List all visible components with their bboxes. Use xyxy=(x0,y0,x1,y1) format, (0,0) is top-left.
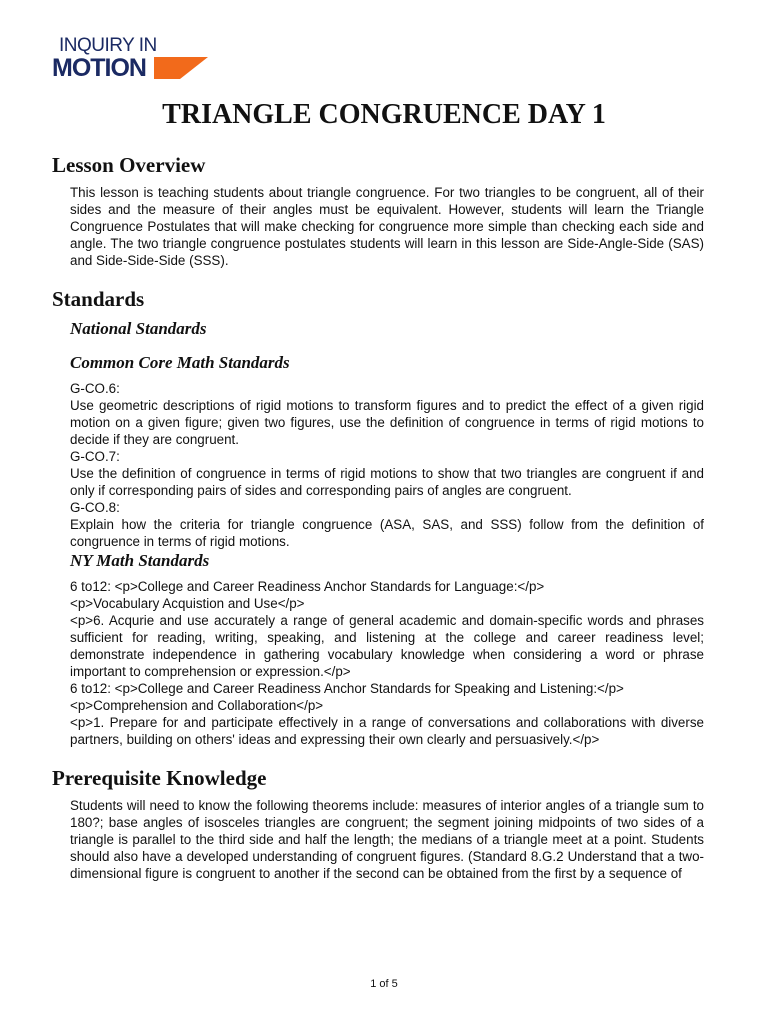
ny-standard-line: 6 to12: <p>College and Career Readiness Anchor Standards for Language:</p> xyxy=(70,579,545,594)
ny-standard-line: <p>Comprehension and Collaboration</p> xyxy=(70,698,324,713)
standard-code: G-CO.6: xyxy=(70,381,120,396)
national-standards-heading: National Standards xyxy=(70,319,207,338)
common-core-heading: Common Core Math Standards xyxy=(70,353,290,372)
ny-standard-line: <p>1. Prepare for and participate effectively in a range of conversations and collaborations with diverse partners, building on others' ideas and expressing their own clearly and persuasively.</p> xyxy=(70,715,704,747)
standard-code: G-CO.7: xyxy=(70,449,120,464)
standard-text: Use geometric descriptions of rigid motions to transform figures and to predict the effect of a given rigid motion on a given figure; given two figures, use the definition of congruence in terms of rigid motions to decide if they are congruent. xyxy=(70,398,704,447)
standard-code: G-CO.8: xyxy=(70,500,120,515)
prerequisite-knowledge-text: Students will need to know the following theorems include: measures of interior angles of a triangle sum to 180?; base angles of isosceles triangles are congruent; the segment joining midpoints of two sides of a triangle is parallel to the third side and half the length; the medians of a triangle meet at a point. Students should also have a developed understanding of congruent figures. (Standard 8.G.2 Understand that a two-dimensional figure is congruent to another if the second can be obtained from the first by a sequence of xyxy=(70,798,704,881)
logo-motion-bar xyxy=(50,55,208,80)
lesson-overview-heading: Lesson Overview xyxy=(52,153,206,177)
page-number: 1 of 5 xyxy=(370,978,398,990)
prerequisite-knowledge-heading: Prerequisite Knowledge xyxy=(52,766,267,790)
lesson-overview-text: This lesson is teaching students about triangle congruence. For two triangles to be congruent, all of their sides and the measure of their angles must be equivalent. However, students will learn the Triangle Congruence Postulates that will make checking for congruence more simple than checking each side and angle. The two triangle congruence postulates students will learn in this lesson are Side-Angle-Side (SAS) and Side-Side-Side (SSS). xyxy=(70,185,704,268)
standards-heading: Standards xyxy=(52,287,145,311)
logo-text-bottom: MOTION xyxy=(52,54,146,82)
page-title: TRIANGLE CONGRUENCE DAY 1 xyxy=(162,99,606,130)
ny-standard-line: <p>6. Acqurie and use accurately a range of general academic and domain-specific words and phrases sufficient for reading, writing, speaking, and listening at the college and career readiness level; demonstrate independence in gathering vocabulary knowledge when considering a word or phrase important to comprehension or expression.</p> xyxy=(70,613,704,679)
document-body xyxy=(52,152,704,882)
ny-standards-heading: NY Math Standards xyxy=(70,551,210,570)
inquiry-in-motion-logo xyxy=(50,36,210,82)
ny-standard-line: <p>Vocabulary Acquistion and Use</p> xyxy=(70,596,305,611)
standard-text: Explain how the criteria for triangle congruence (ASA, SAS, and SSS) follow from the definition of congruence in terms of rigid motions. xyxy=(70,517,704,549)
standard-text: Use the definition of congruence in terms of rigid motions to show that two triangles are congruent if and only if corresponding pairs of sides and corresponding pairs of angles are congruent. xyxy=(70,466,704,498)
ny-standard-line: 6 to12: <p>College and Career Readiness Anchor Standards for Speaking and Listening:</p> xyxy=(70,681,624,696)
logo-text-top: INQUIRY IN xyxy=(59,35,157,56)
